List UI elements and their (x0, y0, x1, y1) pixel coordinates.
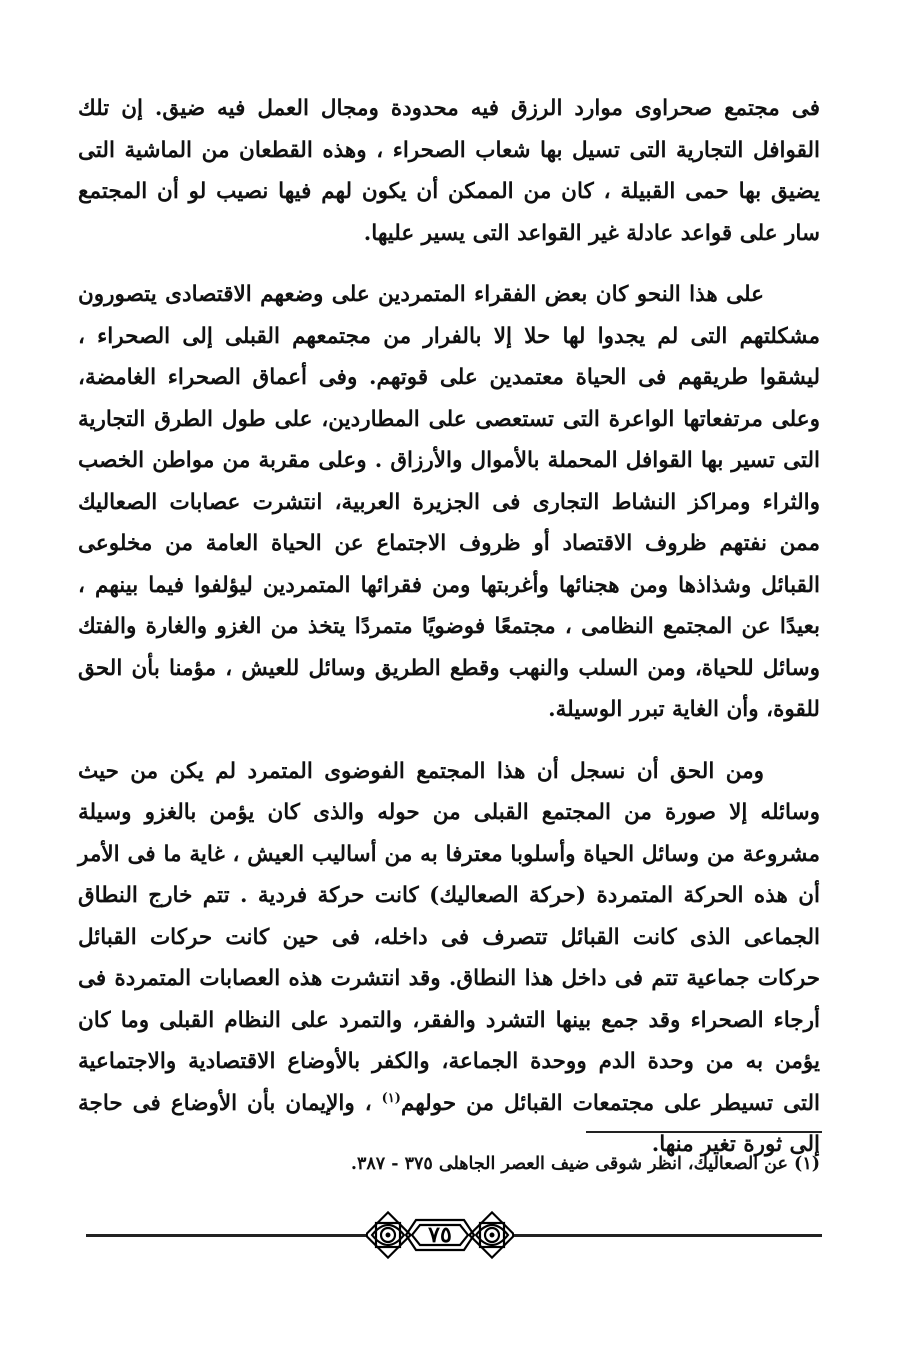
bottom-rule-left (86, 1234, 368, 1237)
paragraph-3 (78, 751, 820, 1166)
page-number: ٧٥ (428, 1222, 452, 1248)
paragraph-2: على هذا النحو كان بعض الفقراء المتمردين على وضعهم الاقتصادى يتصورون مشكلتهم التى لم يجدوا لها حلا إلا بالفرار من مجتمعهم القبلى إلى الصحراء ، ليشقوا طريقهم فى الحياة معتمدين على قوتهم. وفى أعماق الصحراء الغامضة، وعلى مرتفعاتها الواعرة التى تستعصى على المطاردين، على طول الطرق التجارية التى تسير بها القوافل المحملة بالأموال والأرزاق . وعلى مقربة من مواطن الخصب والثراء ومراكز النشاط التجارى فى الجزيرة العربية، انتشرت عصابات الصعاليك ممن نفتهم ظروف الاقتصاد أو ظروف الاجتماع عن الحياة العامة من مخلوعى القبائل وشذاذها ومن هجنائها وأغربتها ومن فقرائها المتمردين ليؤلفوا فيما بينهم ، بعيدًا عن المجتمع النظامى ، مجتمعًا فوضويًا متمردًا يتخذ من الغزو والغارة والفتك وسائل للحياة، ومن السلب والنهب وقطع الطريق وسائل للعيش ، مؤمنا بأن الحق للقوة، وأن الغاية تبرر الوسيلة. (78, 282, 820, 722)
footnote-divider (586, 1131, 822, 1133)
bottom-rule-right (512, 1234, 822, 1237)
footnote-reference: (١) (381, 1090, 401, 1106)
page-body (78, 88, 820, 1166)
footnote: (١) عن الصعاليك، انظر شوقى ضيف العصر الجاهلى ٣٧٥ - ٣٨٧. (350, 1154, 820, 1174)
paragraph-3-text: ومن الحق أن نسجل أن هذا المجتمع الفوضوى المتمرد لم يكن من حيث وسائله إلا صورة من المجتمع القبلى من حوله والذى كان يؤمن بالغزو وسيلة مشروعة من وسائل الحياة وأسلوبا معترفا به من أساليب العيش ، غاية ما فى الأمر أن هذه الحركة المتمردة (حركة الصعاليك) كانت حركة فردية . تتم خارج النطاق الجماعى الذى كانت القبائل تتصرف فى داخله، فى حين كانت حركات القبائل حركات جماعية تتم فى داخل هذا النطاق. وقد انتشرت هذه العصابات المتمردة فى أرجاء الصحراء وقد جمع بينها التشرد والفقر، والتمرد على النظام القبلى وما كان يؤمن به من وحدة الدم ووحدة الجماعة، والكفر بالأوضاع الاقتصادية والاجتماعية التى تسيطر على مجتمعات القبائل من حولهم (78, 758, 821, 1116)
paragraph-1: فى مجتمع صحراوى موارد الرزق فيه محدودة ومجال العمل فيه ضيق. إن تلك القوافل التجارية التى تسيل بها شعاب الصحراء ، وهذه القطعان من الماشية التى يضيق بها حمى القبيلة ، كان من الممكن أن يكون لهم فيها نصيب لو أن المجتمع سار على قواعد عادلة غير القواعد التى يسير عليها. (78, 96, 820, 246)
paragraph-3-ending: ، والإيمان بأن الأوضاع فى حاجة إلى ثورة تغير منها. (78, 1090, 820, 1157)
